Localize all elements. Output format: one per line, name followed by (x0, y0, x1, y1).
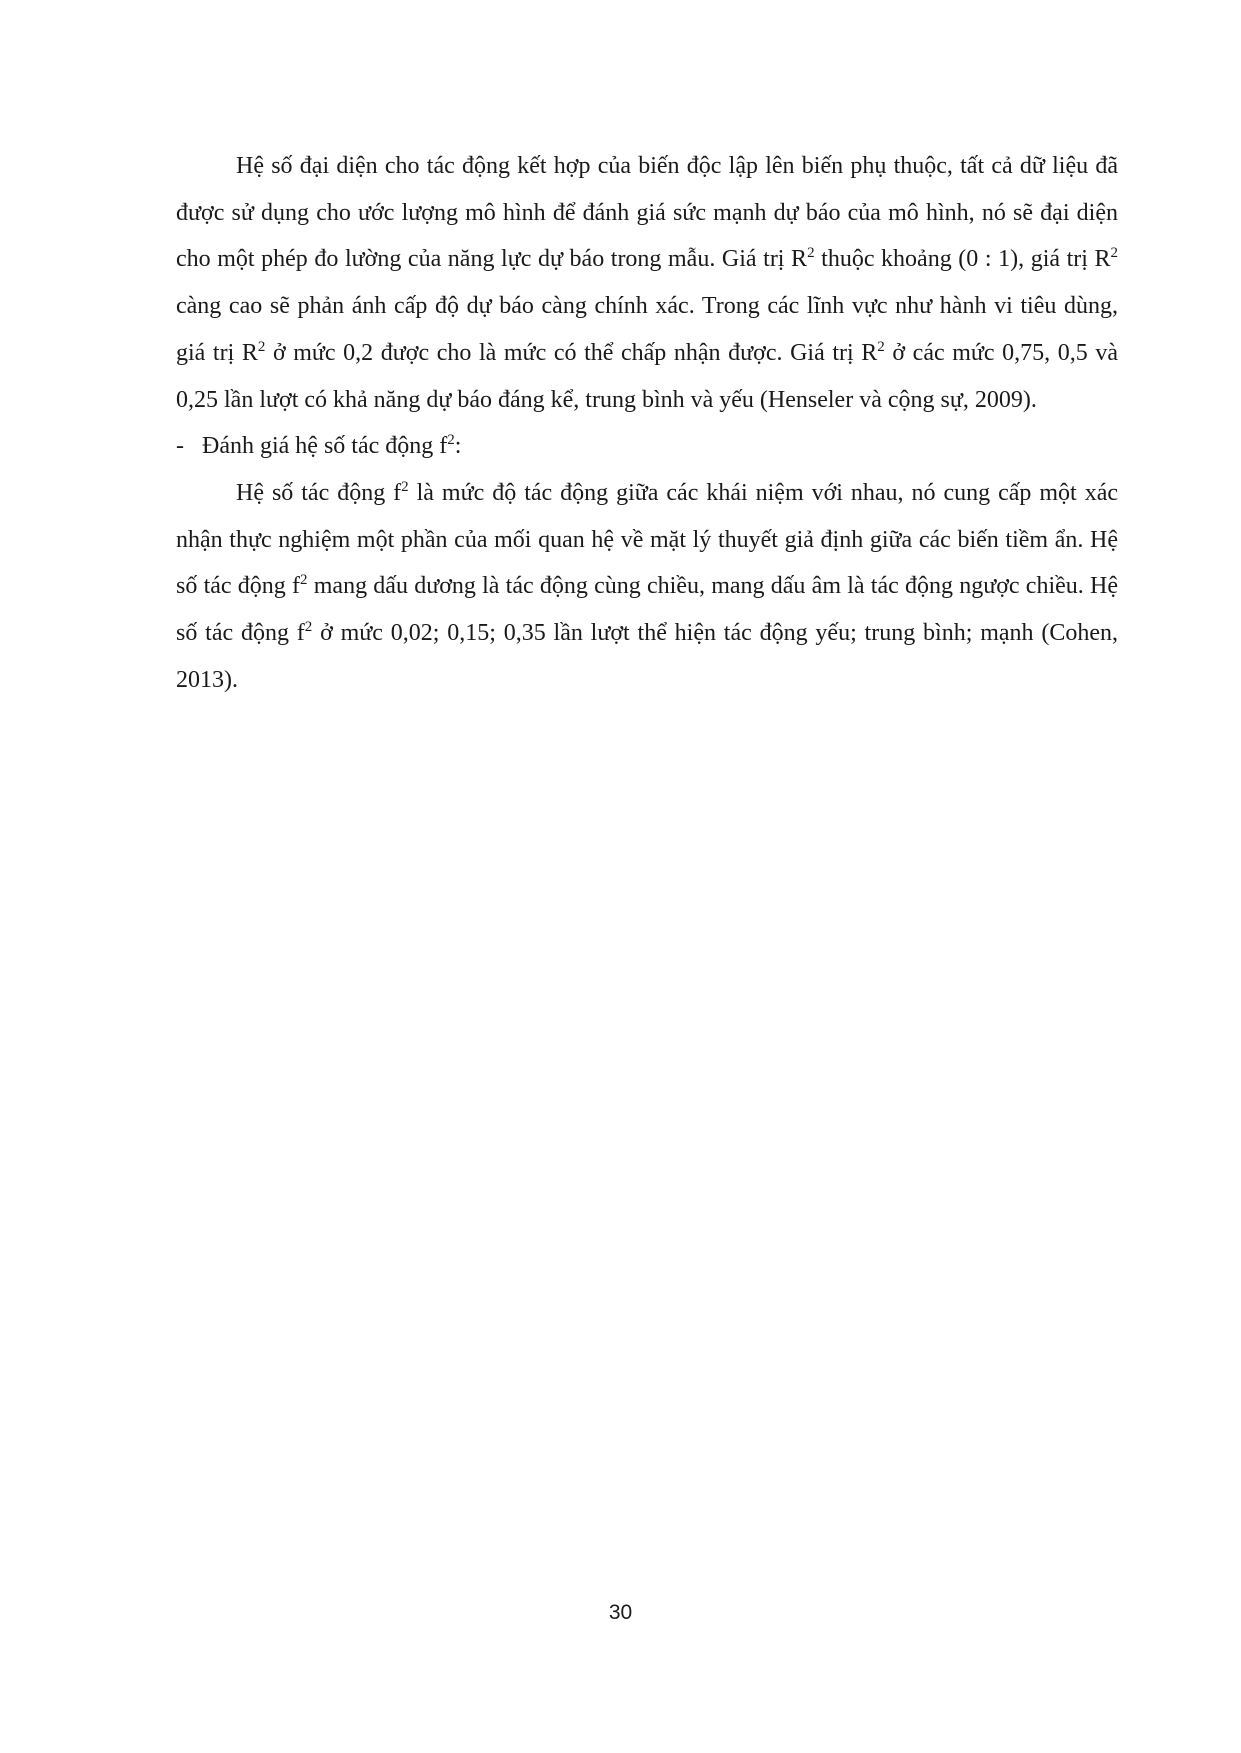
bullet-item-f-squared (176, 423, 1118, 470)
bullet-suffix: : (454, 433, 462, 460)
page-number: 30 (608, 1601, 633, 1624)
paragraph-text: Hệ số tác động f (236, 479, 402, 506)
paragraph-f-squared (176, 470, 1118, 704)
body-text (176, 143, 1118, 703)
paragraph-text: Hệ số đại diện cho tác động kết hợp của biến độc lập lên biến phụ thuộc, tất cả dữ liệu đã được sử dụng cho ước lượng mô hình để đánh giá sức mạnh dự báo của mô hình, nó sẽ đại diện cho một phép đo lường của năng lực dự báo trong mẫu. Giá trị R (176, 153, 1118, 273)
superscript: 2 (447, 432, 455, 449)
superscript: 2 (401, 478, 409, 495)
paragraph-text: ở mức 0,2 được cho là mức có thể chấp nhận được. Giá trị R (265, 339, 878, 366)
superscript: 2 (1110, 245, 1119, 262)
paragraph-r-squared (176, 143, 1118, 423)
superscript: 2 (807, 245, 815, 262)
bullet-dash: - (176, 433, 184, 460)
superscript: 2 (300, 572, 308, 589)
bullet-text: Đánh giá hệ số tác động f (202, 433, 448, 460)
superscript: 2 (257, 338, 266, 355)
paragraph-text: càng cao sẽ phản ánh cấp độ dự báo càng chính xác. Trong các lĩnh vực như hành vi tiêu dùng, giá trị R (176, 293, 1118, 366)
superscript: 2 (877, 338, 885, 355)
paragraph-text: ở các mức 0,75, 0,5 và 0,25 lần lượt có khả năng dự báo đáng kể, trung bình và yếu (Henseler và cộng sự, 2009). (176, 339, 1118, 413)
paragraph-text: là mức độ tác động giữa các khái niệm với nhau, nó cung cấp một xác nhận thực nghiệm một phần của mối quan hệ về mặt lý thuyết giả định giữa các biến tiềm ẩn. Hệ số tác động f (176, 479, 1118, 600)
paragraph-text: thuộc khoảng (0 : 1), giá trị R (814, 246, 1111, 273)
paragraph-text: mang dấu dương là tác động cùng chiều, mang dấu âm là tác động ngược chiều. Hệ số tác động f (176, 573, 1118, 647)
paragraph-text: ở mức 0,02; 0,15; 0,35 lần lượt thể hiện tác động yếu; trung bình; mạnh (Cohen, 2013). (176, 620, 1118, 693)
superscript: 2 (304, 619, 313, 636)
